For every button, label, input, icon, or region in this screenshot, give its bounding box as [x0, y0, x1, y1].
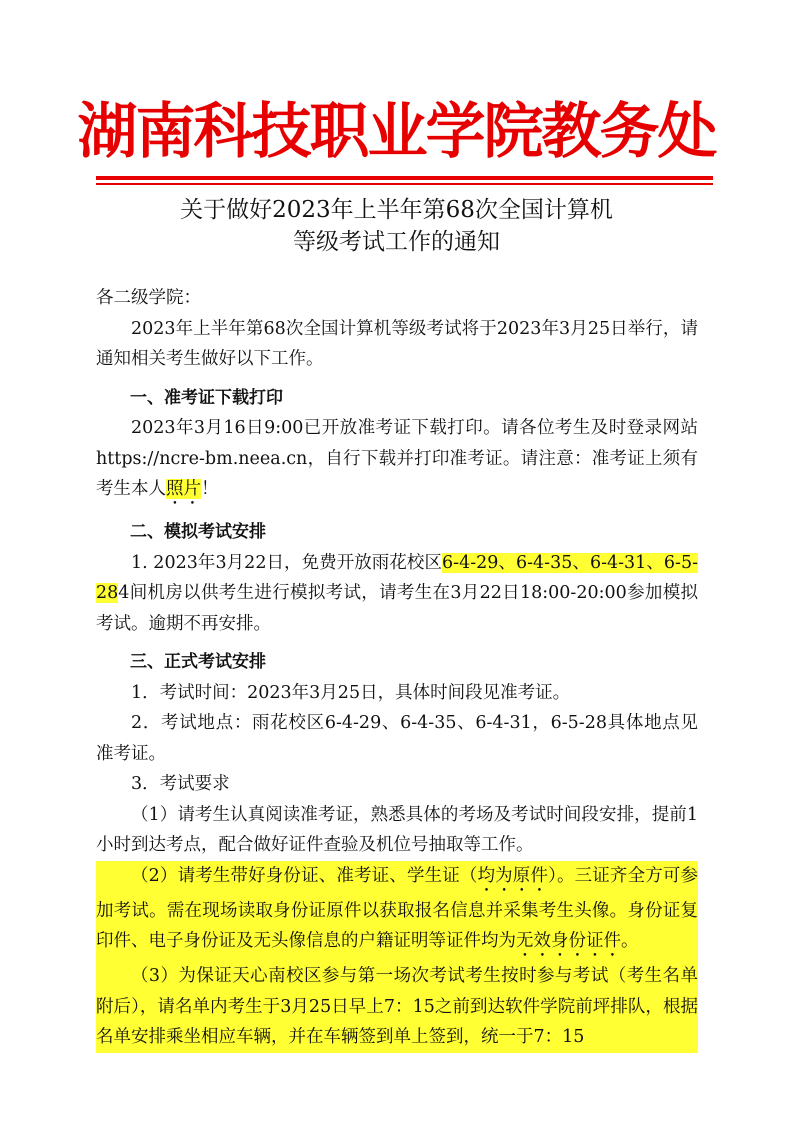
exam-location-item: 2．考试地点：雨花校区6-4-29、6-4-35、6-4-31，6-5-28具体地点见准考证。 [96, 713, 698, 764]
section2-text: 1. 2023年3月22日，免费开放雨花校区 [131, 552, 443, 573]
section1-text: 2023年3月16日9:00已开放准考证下载打印。请各位考生及时登录网站https://ncre-bm.neea.cn，自行下载并打印准考证。请注意：准考证上须有考生本人 [96, 418, 698, 499]
section3-heading: 三、正式考试安排 [130, 652, 266, 672]
notice-title-line2: 等级考试工作的通知 [293, 229, 500, 255]
requirement-3: （3）为保证天心南校区参与第一场次考试考生按时参与考试（考生名单附后），请名单内考生于3月25日早上7：15之前到达软件学院前坪排队，根据名单安排乘坐相应车辆，并在车辆签到单上签到，统一于7：15 [96, 961, 698, 1053]
section1-paragraph [96, 413, 698, 509]
invalid-id-emphasis: 无效身份证件 [516, 931, 621, 951]
letterhead-rule-thin [96, 183, 713, 185]
photo-highlight: 照片 [166, 479, 201, 499]
section1-text-end: ！ [201, 479, 219, 499]
intro-paragraph: 2023年上半年第68次全国计算机等级考试将于2023年3月25日举行，请通知相关考生做好以下工作。 [96, 318, 698, 369]
requirement-2 [96, 861, 698, 962]
exam-requirements-item: 3．考试要求 [131, 774, 230, 794]
original-docs-emphasis: （均为原件） [459, 865, 557, 886]
requirement-2-text: （2）请考生带好身份证、准考证、学生证 [131, 865, 460, 886]
section1-heading: 一、准考证下载打印 [130, 387, 283, 408]
requirement-2-text-mid: 。三证齐全方可参加考试。需在现场读取身份证原件以获取报名信息并采集考生头像。身份证复印件、电子身份证及无头像信息的户籍证明等证件均为 [96, 865, 699, 951]
exam-time-item: 1．考试时间：2023年3月25日，具体时间段见准考证。 [131, 682, 571, 703]
salutation: 各二级学院： [96, 288, 201, 308]
notice-title-line1: 关于做好2023年上半年第68次全国计算机 [180, 197, 613, 223]
rooms-highlight: 6-4-29、6-4-35、6-4-31、6-5-28 [96, 552, 698, 603]
requirement-1: （1）请考生认真阅读准考证，熟悉具体的考场及考试时间段安排，提前1小时到达考点，配合做好证件查验及机位号抽取等工作。 [96, 804, 698, 855]
notice-body [96, 283, 698, 1053]
letterhead-rule-thick [96, 176, 713, 180]
section2-text-end: 4间机房以供考生进行模拟考试，请考生在3月22日18:00-20:00参加模拟考试。逾期不再安排。 [96, 583, 698, 634]
section2-paragraph [96, 548, 698, 640]
section2-heading: 二、模拟考试安排 [130, 522, 266, 542]
requirement-2-text-end: 。 [621, 931, 639, 951]
letterhead-title: 湖南科技职业学院教务处 [77, 97, 716, 167]
